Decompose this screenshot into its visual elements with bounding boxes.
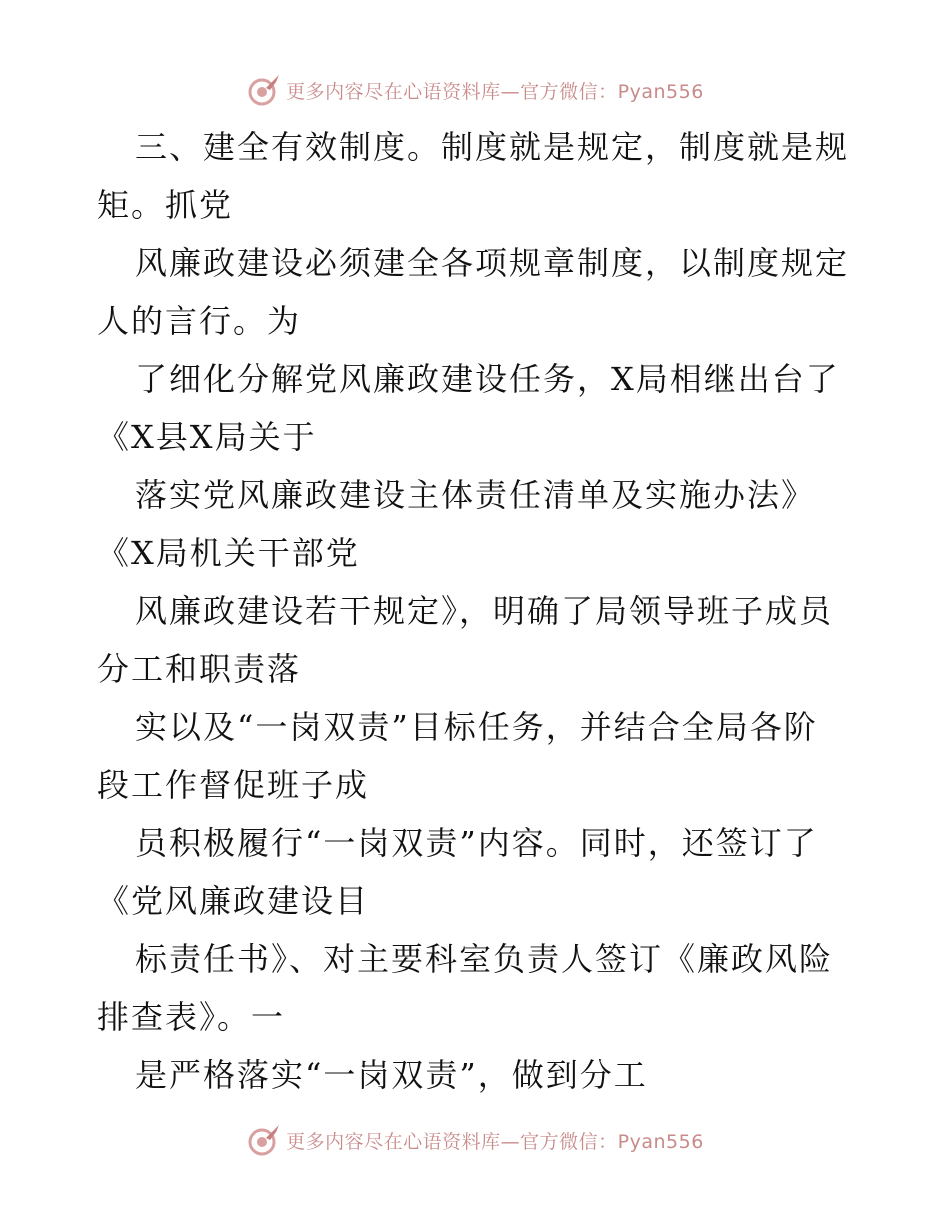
- text-line: 了细化分解党风廉政建设任务，X局相继出台了: [135, 360, 840, 398]
- text-line: 《党风廉政建设目: [97, 882, 370, 920]
- footer-watermark: [0, 1120, 950, 1160]
- text-line: 人的言行。为: [97, 302, 302, 340]
- text-line: 《X县X局关于: [97, 418, 317, 456]
- text-line: 排查表》。一: [97, 998, 286, 1036]
- quill-pen-logo-icon: [246, 1122, 282, 1158]
- text-line: 风廉政建设必须建全各项规章制度，以制度规定: [135, 244, 850, 282]
- text-line: 三、建全有效制度。制度就是规定，制度就是规: [135, 128, 850, 166]
- text-line: 段工作督促班子成: [97, 766, 370, 804]
- text-line: 实以及“一岗双责”目标任务，并结合全局各阶: [135, 708, 818, 746]
- text-line: 落实党风廉政建设主体责任清单及实施办法》: [135, 476, 816, 514]
- text-line: 标责任书》、对主要科室负责人签订《廉政风险: [135, 940, 834, 978]
- text-line: 分工和职责落: [97, 650, 302, 688]
- watermark-text: 更多内容尽在心语资料库—官方微信：Pyan556: [286, 80, 704, 103]
- header-watermark: [0, 70, 950, 110]
- watermark-text: 更多内容尽在心语资料库—官方微信：Pyan556: [286, 1130, 704, 1153]
- text-line: 《X局机关干部党: [97, 534, 360, 572]
- text-line: 是严格落实“一岗双责”，做到分工: [135, 1056, 648, 1094]
- text-line: 风廉政建设若干规定》，明确了局领导班子成员: [135, 592, 834, 630]
- text-line: 矩。抓党: [97, 186, 234, 224]
- text-line: 员积极履行“一岗双责”内容。同时，还签订了: [135, 824, 818, 862]
- quill-pen-logo-icon: [246, 72, 282, 108]
- document-body: [97, 118, 857, 1104]
